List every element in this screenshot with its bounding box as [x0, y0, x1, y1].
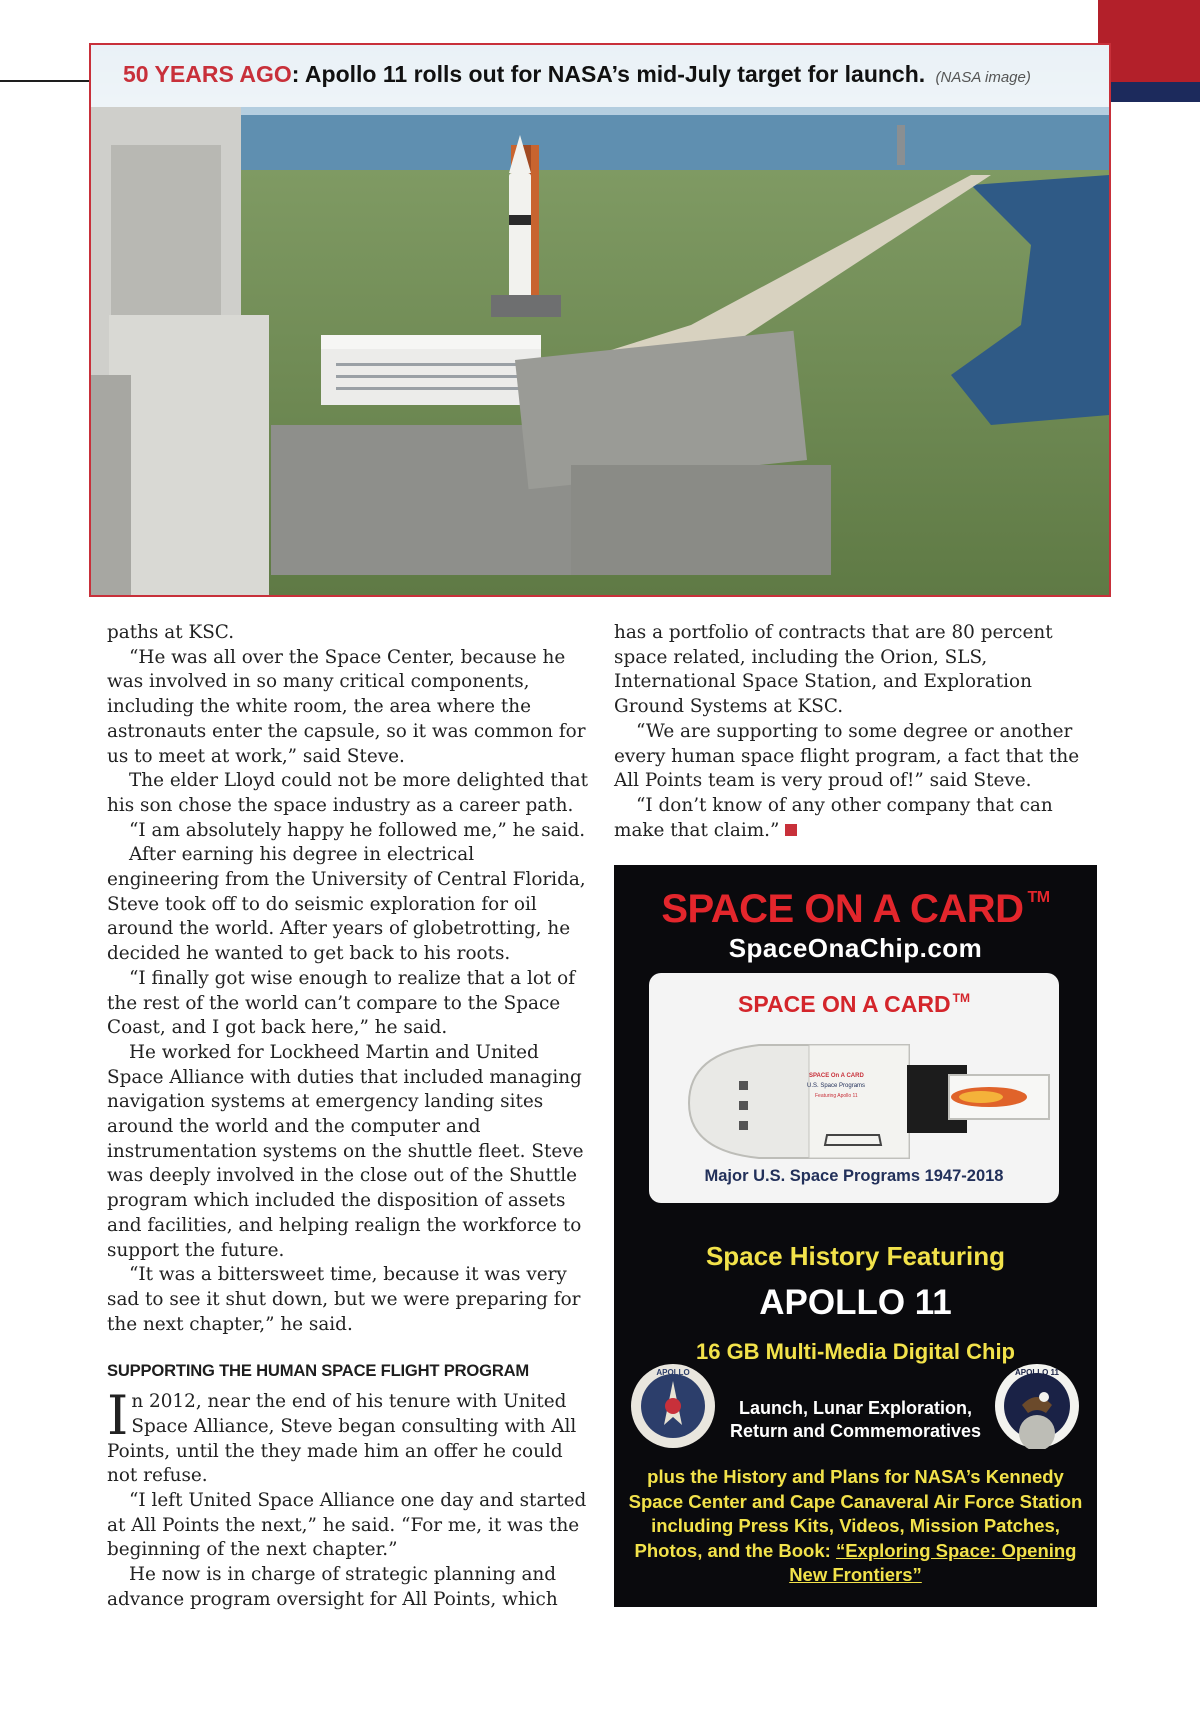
article-left-column [107, 621, 591, 1612]
paragraph: “I am absolutely happy he followed me,” he said. [129, 819, 586, 841]
section-subhead: SUPPORTING THE HUMAN SPACE FLIGHT PROGRAM [107, 1361, 530, 1381]
caption-kicker: 50 YEARS AGO [123, 61, 292, 87]
ad-title-text: SPACE ON A CARD [661, 887, 1024, 931]
seal-left-text: APOLLO [656, 1368, 690, 1377]
paragraph: “It was a bittersweet time, because it was very sad to see it shut down, but we were preparing for the next chapter,” he said. [107, 1264, 581, 1335]
capsule-label-1: SPACE On A CARD [809, 1073, 864, 1079]
paragraph-text: “I don’t know of any other company that can make that claim.” [614, 794, 1053, 841]
product-card [649, 973, 1059, 1203]
paragraph: He now is in charge of strategic planning and advance program oversight for All Points, which [107, 1564, 558, 1610]
book-title-link[interactable]: “Exploring Space: Opening New Frontiers” [789, 1539, 1077, 1585]
paragraph: “We are supporting to some degree or another every human space flight program, a fact that the All Points team is very proud of!” said Steve. [614, 720, 1080, 792]
page-tab-red [1098, 0, 1200, 82]
apollo-11-patch-icon [994, 1363, 1080, 1449]
paragraph: “I finally got wise enough to realize that a lot of the rest of the world can’t compare to the Space Coast, and I got back here,” he said. [107, 967, 576, 1039]
card-title-text: SPACE ON A CARD [738, 991, 951, 1017]
article-right-column [614, 621, 1094, 843]
paragraph-text: n 2012, near the end of his tenure with United Space Alliance, Steve began consulting with All Points, until the they made him an offer he could not refuse. [107, 1391, 577, 1487]
ad-details-text: plus the History and Plans for NASA’s Kennedy Space Center and Cape Canaveral Air Force Station including Press Kits, Videos, Mission Patches, Photos, and the Book: [628, 1466, 1083, 1561]
photo-illustration [91, 45, 1109, 595]
dropcap: I [107, 1384, 129, 1448]
paragraph: paths at KSC. [107, 622, 235, 643]
paragraph: “I left United Space Alliance one day and started at All Points the next,” he said. “For me, it was the beginning of the next chapter.” [107, 1489, 587, 1561]
ad-details [624, 1465, 1087, 1588]
space-on-a-card-ad[interactable] [614, 865, 1097, 1607]
photo-caption [91, 45, 1109, 107]
seal-right-text: APOLLO 11 [1014, 1368, 1060, 1377]
capsule-label-2: U.S. Space Programs [807, 1083, 866, 1089]
apollo-rollout-photo [89, 43, 1111, 597]
ad-headline: Space History Featuring [705, 1241, 1006, 1271]
header-rule [0, 80, 92, 82]
paragraph: has a portfolio of contracts that are 80 percent space related, including the Orion, SLS, International Space Station, and Exploration Ground Systems at KSC. [614, 622, 1053, 718]
paragraph: After earning his degree in electrical engineering from the University of Central Florida, Steve took off to do seismic exploration for oil around the world. After years of globetrotting, he decided he wanted to get back to his roots. [107, 844, 586, 965]
ad-apollo-title: APOLLO 11 [759, 1283, 952, 1322]
ad-chip-spec: 16 GB Multi-Media Digital Chip [695, 1339, 1015, 1364]
apollo-program-seal-icon [630, 1363, 716, 1449]
card-trademark: TM [952, 991, 970, 1005]
paragraph: He worked for Lockheed Martin and United Space Alliance with duties that included managing navigation systems at emergency landing sites around the world and the computer and instrumentation systems on the shuttle fleet. Steve was deeply involved in the close out of the Shuttle program which included the disposition of assets and facilities, and helping realign the workforce to support the future. [107, 1041, 584, 1261]
capsule-label-3: Featuring Apollo 11 [815, 1093, 858, 1099]
paragraph-dropcap [107, 1384, 591, 1489]
ad-description: Launch, Lunar Exploration, Return and Commemoratives [729, 1398, 982, 1441]
end-mark-icon [785, 824, 797, 836]
ad-url-link[interactable]: SpaceOnaChip.com [728, 933, 983, 963]
trademark: TM [1027, 889, 1050, 906]
paragraph: “He was all over the Space Center, because he was involved in so many critical components, including the white room, the area where the astronauts enter the capsule, so it was common for us to meet at work,” said Steve. [107, 646, 586, 767]
caption-credit: (NASA image) [935, 69, 1031, 86]
capsule-usb-icon [649, 1013, 1059, 1163]
paragraph-final [614, 794, 1094, 843]
ad-title [614, 887, 1097, 932]
paragraph: The elder Lloyd could not be more delighted that his son chose the space industry as a career path. [107, 770, 588, 816]
page-tab-navy [1098, 82, 1200, 102]
card-footer: Major U.S. Space Programs 1947-2018 [704, 1167, 1004, 1185]
caption-text: : Apollo 11 rolls out for NASA’s mid-July target for launch. [291, 61, 926, 87]
